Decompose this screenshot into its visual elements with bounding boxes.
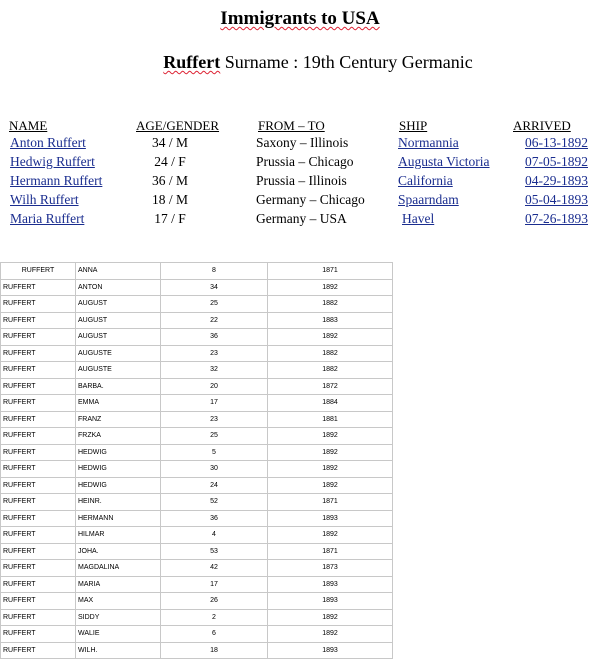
- record-surname: RUFFERT: [1, 444, 76, 461]
- record-year: 1892: [268, 329, 393, 346]
- table-row: [1, 444, 393, 461]
- table-row: [1, 510, 393, 527]
- record-year: 1892: [268, 444, 393, 461]
- table-row: [1, 461, 393, 478]
- record-year: 1871: [268, 543, 393, 560]
- immigrant-ship-link[interactable]: Augusta Victoria: [398, 154, 490, 169]
- record-year: 1884: [268, 395, 393, 412]
- immigrant-table-header: [0, 118, 600, 136]
- record-age: 52: [161, 494, 268, 511]
- record-surname: RUFFERT: [1, 510, 76, 527]
- table-row: [1, 312, 393, 329]
- surname-word: Ruffert: [163, 52, 221, 72]
- record-given-name: FRANZ: [76, 411, 161, 428]
- record-surname: RUFFERT: [1, 395, 76, 412]
- record-given-name: HILMAR: [76, 527, 161, 544]
- record-given-name: AUGUST: [76, 312, 161, 329]
- record-year: 1892: [268, 477, 393, 494]
- record-surname: RUFFERT: [1, 279, 76, 296]
- record-year: 1882: [268, 362, 393, 379]
- record-age: 23: [161, 411, 268, 428]
- record-surname: RUFFERT: [1, 428, 76, 445]
- record-surname: RUFFERT: [1, 543, 76, 560]
- record-given-name: WALIE: [76, 626, 161, 643]
- record-year: 1892: [268, 428, 393, 445]
- record-given-name: HEDWIG: [76, 461, 161, 478]
- record-surname: RUFFERT: [1, 362, 76, 379]
- immigrant-from-to: Prussia – Illinois: [256, 173, 347, 188]
- col-header-from-to: FROM – TO: [258, 118, 325, 133]
- immigrant-arrived-link[interactable]: 07-26-1893: [525, 211, 588, 226]
- record-age: 26: [161, 593, 268, 610]
- record-age: 36: [161, 329, 268, 346]
- col-header-name: NAME: [9, 118, 48, 133]
- records-table: [0, 262, 393, 659]
- record-given-name: AUGUST: [76, 329, 161, 346]
- immigrant-row: [0, 192, 600, 210]
- immigrant-age: 18 / M: [151, 192, 188, 207]
- table-row: [1, 345, 393, 362]
- record-given-name: HEDWIG: [76, 444, 161, 461]
- immigrant-from-to: Germany – USA: [256, 211, 347, 226]
- page-subtitle: [0, 52, 600, 73]
- record-age: 8: [161, 263, 268, 280]
- record-age: 20: [161, 378, 268, 395]
- record-given-name: HERMANN: [76, 510, 161, 527]
- immigrant-name-link[interactable]: Hermann Ruffert: [10, 173, 103, 188]
- record-surname: RUFFERT: [1, 560, 76, 577]
- table-row: [1, 263, 393, 280]
- record-age: 17: [161, 576, 268, 593]
- table-row: [1, 279, 393, 296]
- record-year: 1871: [268, 263, 393, 280]
- immigrant-name-link[interactable]: Maria Ruffert: [10, 211, 85, 226]
- immigrant-from-to: Prussia – Chicago: [256, 154, 354, 169]
- record-year: 1893: [268, 642, 393, 659]
- immigrant-row: [0, 154, 600, 172]
- record-year: 1892: [268, 609, 393, 626]
- table-row: [1, 642, 393, 659]
- record-age: 30: [161, 461, 268, 478]
- record-given-name: MARIA: [76, 576, 161, 593]
- record-given-name: AUGUST: [76, 296, 161, 313]
- record-given-name: AUGUSTE: [76, 362, 161, 379]
- record-given-name: WILH.: [76, 642, 161, 659]
- record-surname: RUFFERT: [1, 312, 76, 329]
- col-header-age: AGE/GENDER: [136, 118, 220, 133]
- record-surname: RUFFERT: [1, 494, 76, 511]
- record-year: 1893: [268, 510, 393, 527]
- record-given-name: MAX: [76, 593, 161, 610]
- immigrant-name-link[interactable]: Anton Ruffert: [10, 135, 86, 150]
- immigrant-ship-link[interactable]: Normannia: [398, 135, 459, 150]
- record-age: 25: [161, 428, 268, 445]
- record-age: 6: [161, 626, 268, 643]
- record-given-name: HEINR.: [76, 494, 161, 511]
- record-year: 1881: [268, 411, 393, 428]
- table-row: [1, 428, 393, 445]
- records-table-body: [1, 263, 393, 659]
- immigrant-row: [0, 173, 600, 191]
- record-year: 1892: [268, 527, 393, 544]
- record-surname: RUFFERT: [1, 296, 76, 313]
- record-age: 17: [161, 395, 268, 412]
- record-given-name: EMMA: [76, 395, 161, 412]
- subtitle-rest: Surname : 19th Century Germanic: [224, 52, 473, 72]
- record-age: 32: [161, 362, 268, 379]
- record-age: 22: [161, 312, 268, 329]
- record-age: 18: [161, 642, 268, 659]
- immigrant-age: 36 / M: [151, 173, 188, 188]
- record-given-name: FRZKA: [76, 428, 161, 445]
- record-year: 1892: [268, 279, 393, 296]
- table-row: [1, 378, 393, 395]
- immigrant-arrived-link[interactable]: 04-29-1893: [525, 173, 588, 188]
- record-age: 42: [161, 560, 268, 577]
- table-row: [1, 576, 393, 593]
- immigrant-arrived-link[interactable]: 07-05-1892: [525, 154, 588, 169]
- immigrant-from-to: Germany – Chicago: [256, 192, 365, 207]
- page-title: [0, 8, 600, 30]
- record-surname: RUFFERT: [1, 609, 76, 626]
- record-year: 1873: [268, 560, 393, 577]
- record-year: 1892: [268, 626, 393, 643]
- table-row: [1, 362, 393, 379]
- record-surname: RUFFERT: [1, 477, 76, 494]
- record-age: 53: [161, 543, 268, 560]
- record-age: 4: [161, 527, 268, 544]
- record-year: 1882: [268, 345, 393, 362]
- record-surname: RUFFERT: [1, 411, 76, 428]
- immigrant-ship-link[interactable]: Spaarndam: [398, 192, 459, 207]
- table-row: [1, 395, 393, 412]
- record-given-name: AUGUSTE: [76, 345, 161, 362]
- immigrant-row: [0, 211, 600, 229]
- record-surname: RUFFERT: [1, 576, 76, 593]
- record-age: 36: [161, 510, 268, 527]
- record-year: 1892: [268, 461, 393, 478]
- immigrant-age: 24 / F: [154, 154, 186, 169]
- record-surname: RUFFERT: [1, 626, 76, 643]
- immigrant-from-to: Saxony – Illinois: [256, 135, 349, 150]
- table-row: [1, 411, 393, 428]
- record-age: 34: [161, 279, 268, 296]
- record-surname: RUFFERT: [1, 593, 76, 610]
- record-year: 1893: [268, 593, 393, 610]
- immigrant-name-link[interactable]: Hedwig Ruffert: [10, 154, 95, 169]
- table-row: [1, 494, 393, 511]
- table-row: [1, 527, 393, 544]
- record-surname: RUFFERT: [1, 378, 76, 395]
- record-age: 25: [161, 296, 268, 313]
- record-year: 1872: [268, 378, 393, 395]
- record-surname: RUFFERT: [1, 329, 76, 346]
- record-given-name: BARBA.: [76, 378, 161, 395]
- immigrant-age: 34 / M: [151, 135, 188, 150]
- title-text: Immigrants to USA: [220, 8, 380, 29]
- record-age: 5: [161, 444, 268, 461]
- immigrant-row: [0, 135, 600, 153]
- table-row: [1, 560, 393, 577]
- record-given-name: MAGDALINA: [76, 560, 161, 577]
- table-row: [1, 477, 393, 494]
- record-given-name: ANNA: [76, 263, 161, 280]
- record-year: 1883: [268, 312, 393, 329]
- record-given-name: ANTON: [76, 279, 161, 296]
- immigrant-age: 17 / F: [154, 211, 186, 226]
- record-surname: RUFFERT: [1, 345, 76, 362]
- col-header-arrived: ARRIVED: [513, 118, 571, 133]
- record-surname: RUFFERT: [1, 642, 76, 659]
- record-given-name: JOHA.: [76, 543, 161, 560]
- record-given-name: HEDWIG: [76, 477, 161, 494]
- immigrant-ship-link[interactable]: California: [398, 173, 453, 188]
- record-age: 2: [161, 609, 268, 626]
- table-row: [1, 329, 393, 346]
- record-age: 23: [161, 345, 268, 362]
- immigrant-ship-link[interactable]: Havel: [402, 211, 435, 226]
- record-surname: RUFFERT: [1, 527, 76, 544]
- immigrant-name-link[interactable]: Wilh Ruffert: [10, 192, 79, 207]
- record-age: 24: [161, 477, 268, 494]
- table-row: [1, 626, 393, 643]
- record-surname: RUFFERT: [1, 461, 76, 478]
- record-year: 1871: [268, 494, 393, 511]
- table-row: [1, 296, 393, 313]
- immigrant-table: [0, 118, 600, 230]
- table-row: [1, 593, 393, 610]
- record-year: 1882: [268, 296, 393, 313]
- record-given-name: SIDDY: [76, 609, 161, 626]
- col-header-ship: SHIP: [399, 118, 428, 133]
- immigrant-arrived-link[interactable]: 06-13-1892: [525, 135, 588, 150]
- table-row: [1, 609, 393, 626]
- record-surname: RUFFERT: [1, 263, 76, 280]
- table-row: [1, 543, 393, 560]
- record-year: 1893: [268, 576, 393, 593]
- immigrant-arrived-link[interactable]: 05-04-1893: [525, 192, 588, 207]
